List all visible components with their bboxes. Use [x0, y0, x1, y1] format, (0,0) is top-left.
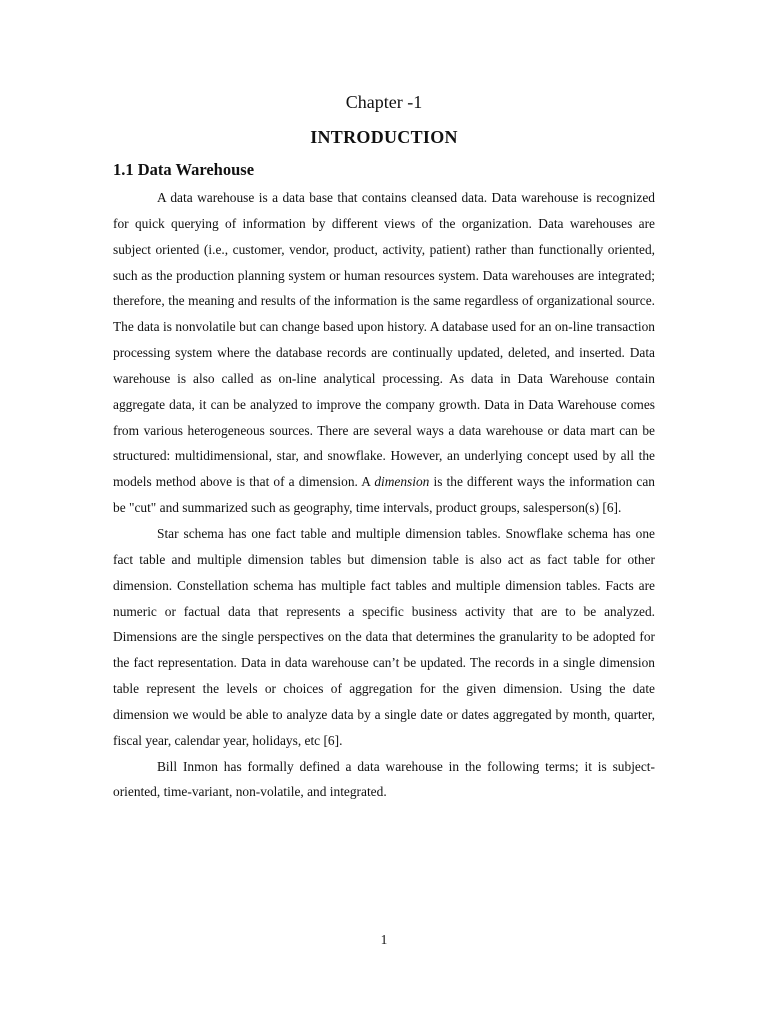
chapter-title: INTRODUCTION: [310, 127, 458, 147]
paragraph-schemas: Star schema has one fact table and multiple dimension tables. Snowflake schema has one fact table and multiple dimension tables but dimension table is also act as fact table for other dimension. Constellation schema has multiple fact tables and multiple dimension tables. Facts are numeric or factual data that represents a specific business activity that are to be analyzed. Dimensions are the single perspectives on the data that determines the granularity to be adopted for the fact representation. Data in data warehouse can’t be updated. The records in a single dimension table represent the levels or choices of aggregation for the given dimension. Using the date dimension we would be able to analyze data by a single date or dates aggregated by month, quarter, fiscal year, calendar year, holidays, etc [6].: [113, 525, 655, 748]
paragraph-inmon-definition: Bill Inmon has formally defined a data warehouse in the following terms; it is subject-oriented, time-variant, non-volatile, and integrated.: [113, 758, 655, 800]
paragraph-data-warehouse-definition: [113, 185, 655, 521]
paragraph-1-text-start: A data warehouse is a data base that contains cleansed data. Data warehouse is recognized for quick querying of information by different views of the organization. Data warehouses are subject oriented (i.e., customer, vendor, product, activity, patient) rather than functionally oriented, such as the production planning system or human resources system. Data warehouses are integrated; therefore, the meaning and results of the information is the same regardless of organizational source. The data is nonvolatile but can change based upon history. A database used for an on-line transaction processing system where the database records are continually updated, deleted, and inserted. Data warehouse is also called as on-line analytical processing. As data in Data Warehouse contain aggregate data, it can be analyzed to improve the company growth. Data in Data Warehouse comes from various heterogeneous sources. There are several ways a data warehouse or data mart can be structured: multidimensional, star, and snowflake. However, an underlying concept used by all the models method above is that of a dimension. A: [113, 190, 655, 490]
paragraph-1-text-end: is the different ways the information can be "cut" and summarized such as geography, time intervals, product groups, salesperson(s) [6].: [113, 474, 655, 516]
body-text: [113, 185, 655, 805]
section-heading: 1.1 Data Warehouse: [113, 160, 255, 179]
page-number: 1: [380, 932, 388, 947]
chapter-label: Chapter -1: [345, 92, 423, 112]
italic-term-dimension: dimension: [374, 474, 430, 490]
